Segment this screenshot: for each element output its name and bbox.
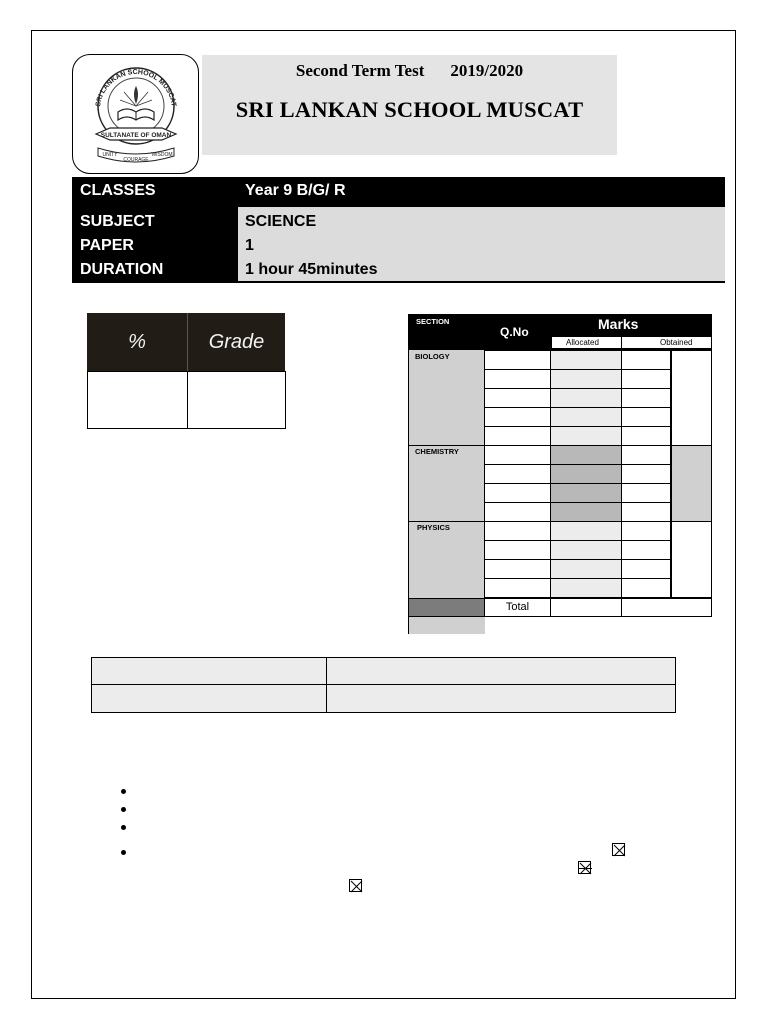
obtained-marks-cell[interactable] [621, 502, 671, 522]
name-field[interactable] [327, 658, 675, 685]
school-name: SRI LANKAN SCHOOL MUSCAT [235, 97, 584, 122]
bullet-icon [121, 825, 126, 830]
obtained-marks-cell[interactable] [621, 445, 671, 465]
obtained-marks-cell[interactable] [621, 559, 671, 579]
duration-value: 1 hour 45minutes [245, 261, 378, 278]
allocated-marks-cell[interactable] [550, 483, 622, 503]
subject-value: SCIENCE [245, 213, 317, 230]
total-allocated[interactable] [550, 598, 622, 617]
qno-header: Q.No [500, 325, 529, 339]
question-number-cell[interactable] [484, 369, 551, 389]
logo-motto-center: COURAGE [122, 157, 149, 163]
question-number-cell[interactable] [484, 578, 551, 598]
bullet-icon [121, 850, 126, 855]
bullet-icon [121, 789, 126, 794]
allocated-marks-cell[interactable] [550, 426, 622, 446]
total-label: Total [484, 598, 551, 617]
question-number-cell[interactable] [484, 426, 551, 446]
test-year: 2019/2020 [450, 61, 524, 80]
test-name: Second Term Test [295, 61, 425, 80]
question-number-cell[interactable] [484, 388, 551, 408]
biology-subtotal[interactable] [671, 350, 712, 446]
checked-box-icon [349, 879, 362, 892]
allocated-marks-cell[interactable] [550, 578, 622, 598]
section-physics: PHYSICS [417, 523, 450, 532]
obtained-marks-cell[interactable] [621, 369, 671, 389]
allocated-marks-cell[interactable] [550, 369, 622, 389]
section-header: SECTION [416, 317, 450, 326]
subject-label: SUBJECT [80, 213, 155, 230]
question-number-cell[interactable] [484, 502, 551, 522]
logo-motto-right: WISDOM [150, 152, 173, 158]
question-number-cell[interactable] [484, 407, 551, 427]
checked-box-icon [578, 861, 591, 874]
question-number-cell[interactable] [484, 559, 551, 579]
chemistry-subtotal[interactable] [671, 445, 712, 522]
logo-top-text: SRI LANKAN SCHOOL MUSCAT [94, 68, 177, 108]
percent-header: % [87, 313, 187, 371]
bullet-icon [121, 807, 126, 812]
school-logo [72, 54, 199, 174]
allocated-marks-cell[interactable] [550, 464, 622, 484]
grade-field[interactable] [187, 371, 286, 429]
classes-label: CLASSES [80, 182, 156, 199]
classes-row [72, 177, 725, 207]
question-number-cell[interactable] [484, 464, 551, 484]
question-number-cell[interactable] [484, 540, 551, 560]
allocated-marks-cell[interactable] [550, 407, 622, 427]
question-number-cell[interactable] [484, 445, 551, 465]
name-label-cell [92, 658, 327, 685]
allocated-marks-cell[interactable] [550, 350, 622, 370]
index-field[interactable] [327, 685, 675, 712]
allocated-marks-cell[interactable] [550, 388, 622, 408]
test-title [202, 61, 617, 81]
paper-value: 1 [245, 237, 254, 254]
question-number-cell[interactable] [484, 483, 551, 503]
marks-header: Marks [598, 316, 639, 332]
paper-label: PAPER [80, 237, 134, 254]
percent-field[interactable] [87, 371, 188, 429]
allocated-header: Allocated [566, 338, 599, 347]
total-obtained[interactable] [621, 598, 712, 617]
school-crest-icon [80, 60, 192, 168]
obtained-header: Obtained [660, 338, 693, 347]
section-biology: BIOLOGY [415, 352, 450, 361]
classes-value: Year 9 B/G/ R [245, 182, 346, 199]
allocated-marks-cell[interactable] [550, 521, 622, 541]
allocated-marks-cell[interactable] [550, 502, 622, 522]
physics-subtotal[interactable] [671, 521, 712, 598]
checked-box-icon [612, 843, 625, 856]
obtained-marks-cell[interactable] [621, 464, 671, 484]
allocated-marks-cell[interactable] [550, 559, 622, 579]
question-number-cell[interactable] [484, 350, 551, 370]
total-shade [408, 598, 485, 617]
logo-motto-left: UNITY [102, 152, 117, 158]
index-label-cell [92, 685, 327, 712]
title-box [202, 55, 617, 155]
student-details-table [91, 657, 676, 713]
allocated-marks-cell[interactable] [550, 540, 622, 560]
obtained-marks-cell[interactable] [621, 540, 671, 560]
obtained-marks-cell[interactable] [621, 388, 671, 408]
section-chemistry: CHEMISTRY [415, 447, 459, 456]
obtained-marks-cell[interactable] [621, 426, 671, 446]
obtained-marks-cell[interactable] [621, 521, 671, 541]
duration-label: DURATION [80, 261, 164, 278]
allocated-marks-cell[interactable] [550, 445, 622, 465]
obtained-marks-cell[interactable] [621, 350, 671, 370]
obtained-marks-cell[interactable] [621, 407, 671, 427]
grade-header: Grade [187, 313, 285, 371]
obtained-marks-cell[interactable] [621, 483, 671, 503]
logo-banner-text: SULTANATE OF OMAN [100, 132, 171, 139]
question-number-cell[interactable] [484, 521, 551, 541]
section-column [408, 350, 485, 634]
obtained-marks-cell[interactable] [621, 578, 671, 598]
